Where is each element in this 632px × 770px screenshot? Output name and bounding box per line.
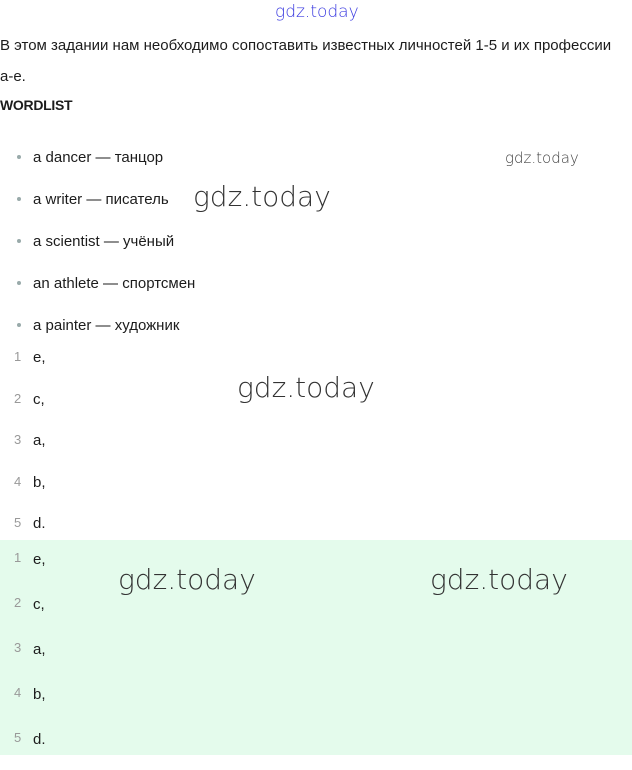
answer-value: a, [33,641,46,658]
answer-value: b, [33,686,46,703]
answer-number: 3 [14,640,22,655]
watermark: gdz.today [193,180,331,213]
answer-value: e, [33,551,46,568]
wordlist [0,137,500,347]
wordlist-heading: WORDLIST [0,97,73,113]
answer-number: 5 [14,515,22,530]
list-item: a scientist — учёный [0,221,500,263]
list-item: a painter — художник [0,305,500,347]
answer-number: 1 [14,550,22,565]
answer-number: 4 [14,473,22,489]
watermark: gdz.today [505,149,579,167]
watermark: gdz.today [237,371,375,404]
answer-item [0,680,300,725]
answer-item [0,590,300,635]
watermark: gdz.today [118,563,256,596]
answer-number: 1 [14,349,22,364]
answer-value: b, [33,473,46,491]
watermark-top: gdz.today [275,2,359,22]
answer-value: c, [33,596,45,613]
answer-number: 2 [14,595,22,610]
bullet-icon [17,239,21,243]
answer-item [0,725,300,770]
answer-value: d. [33,731,46,748]
answer-item [0,428,300,470]
answer-item [0,470,300,512]
answer-number: 4 [14,685,22,700]
list-item: a writer — писатель [0,179,500,221]
answer-number: 3 [14,432,22,447]
bullet-icon [17,281,21,285]
answer-number: 5 [14,730,22,745]
answer-value: d. [33,515,46,532]
watermark: gdz.today [430,563,568,596]
bullet-icon [17,197,21,201]
bullet-icon [17,155,21,159]
answer-number: 2 [14,390,22,406]
bullet-icon [17,323,21,327]
intro-text: В этом задании нам необходимо сопоставить известных личностей 1-5 и их профессии а-е. [0,37,612,85]
answer-item [0,635,300,680]
answer-value: a, [33,432,46,449]
list-item: a dancer — танцор [0,137,500,179]
answer-value: e, [33,349,46,366]
answer-value: c, [33,390,45,408]
list-item: an athlete — спортсмен [0,263,500,305]
